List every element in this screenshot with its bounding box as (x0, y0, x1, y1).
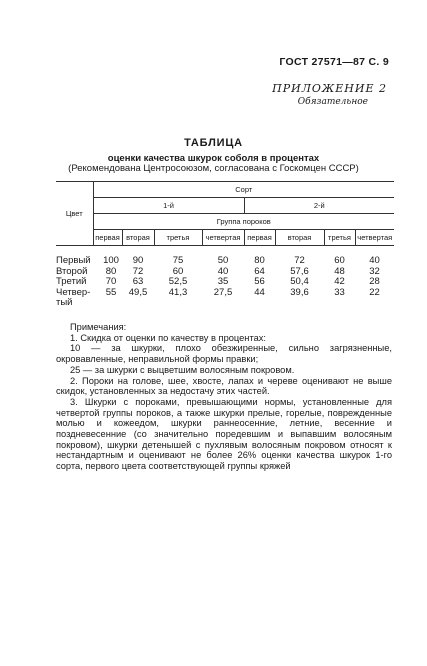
table-cell: 57,6 (290, 265, 309, 277)
table-cell: 22 (369, 286, 380, 298)
column-sort-header: Сорт (93, 182, 394, 198)
table-cell: 72 (132, 265, 144, 277)
note-1a: 10 — за шкурки, плохо обезжиренные, сильно загрязненные, окровавленные, неправильной формы правки; (56, 343, 392, 365)
page-header-code: ГОСТ 27571—87 С. 9 (279, 56, 389, 68)
table-cell: 33 (334, 286, 345, 298)
group-header: первая (93, 230, 122, 246)
table-cell: 40 (369, 255, 380, 266)
note-2: 2. Пороки на голове, шее, хвосте, лапах и череве оценивают не выше скидок, установленных за недостачу этих частей. (56, 375, 392, 397)
table-cell: 35 (217, 276, 229, 287)
table-cell: 44 (254, 286, 265, 298)
group-header: вторая (275, 230, 324, 246)
table-cell: 28 (369, 276, 380, 287)
table-cell: 50,4 (290, 276, 309, 287)
sort-1-header: 1-й (93, 198, 244, 214)
notes-section (56, 322, 392, 472)
row-label: Первый (56, 255, 91, 266)
note-3: 3. Шкурки с пороками, превышающими нормы, установленные для четвертой группы пороков, а также шкурки прелые, горелые, поврежденные молью и кожеедом, шкурки раннеосенние, летние, весенние и поздневесенние (со значительно поредевшим и выпавшим волосяным покровом), шкурки детенышей с пухлявым волосяным покровом относят к нестандартным и оценивают не более 26% оценки качества шкурок 1-го сорта, первого цвета соответствующей группы кряжей (56, 396, 392, 472)
table-cell: 63 (132, 276, 144, 287)
table-cell: 56 (254, 276, 265, 287)
table-cell: 60 (334, 255, 345, 266)
row-label: Четвер- (56, 286, 91, 298)
table-cell: 52,5 (168, 276, 188, 287)
quality-table-body (56, 256, 394, 309)
appendix-title: ПРИЛОЖЕНИЕ 2 (272, 82, 387, 95)
table-cell: 39,6 (290, 286, 309, 298)
column-color-header: Цвет (56, 182, 93, 246)
table-cell: 50 (217, 255, 229, 266)
table-cell: 40 (217, 265, 229, 277)
table-cell: 49,5 (128, 286, 148, 298)
group-header: третья (154, 230, 202, 246)
note-1b: 25 — за шкурки с выцветшим волосяным покровом. (70, 364, 295, 375)
table-cell: 64 (254, 265, 265, 277)
table-cell: 90 (132, 255, 144, 266)
table-cell: 41,3 (168, 286, 188, 298)
table-cell: 75 (172, 255, 184, 266)
table-cell: 100 (103, 255, 119, 266)
table-cell: 70 (105, 276, 117, 287)
table-cell: 32 (369, 265, 380, 277)
table-cell: 48 (334, 265, 345, 277)
table-row (56, 288, 394, 299)
group-header: четвертая (202, 230, 244, 246)
defect-group-header: Группа пороков (93, 214, 394, 230)
quality-table-header (56, 181, 394, 246)
group-header: первая (244, 230, 275, 246)
group-header: четвертая (355, 230, 394, 246)
note-1: 1. Скидка от оценки по качеству в процентах: (70, 332, 266, 343)
table-cell: 72 (294, 255, 305, 266)
table-row (56, 256, 394, 267)
row-label-continuation: тый (56, 297, 73, 308)
table-row (56, 277, 394, 288)
table-title: ТАБЛИЦА (184, 137, 243, 149)
table-subtitle: оценки качества шкурок соболя в процентах (107, 153, 320, 164)
table-cell: 27,5 (213, 286, 233, 298)
appendix-subtitle: Обязательное (297, 97, 368, 107)
row-label: Третий (56, 276, 87, 287)
group-header: вторая (122, 230, 154, 246)
table-cell: 55 (105, 286, 117, 298)
row-label: Второй (56, 265, 88, 277)
group-header: третья (324, 230, 355, 246)
table-row-continuation (56, 298, 394, 309)
table-cell: 42 (334, 276, 345, 287)
table-approval-note: (Рекомендована Центросоюзом, согласована с Госкомцен СССР) (68, 163, 359, 174)
table-cell: 60 (172, 265, 184, 277)
notes-heading: Примечания: (70, 322, 127, 332)
table-cell: 80 (254, 255, 265, 266)
sort-2-header: 2-й (244, 198, 394, 214)
table-cell: 80 (105, 265, 117, 277)
